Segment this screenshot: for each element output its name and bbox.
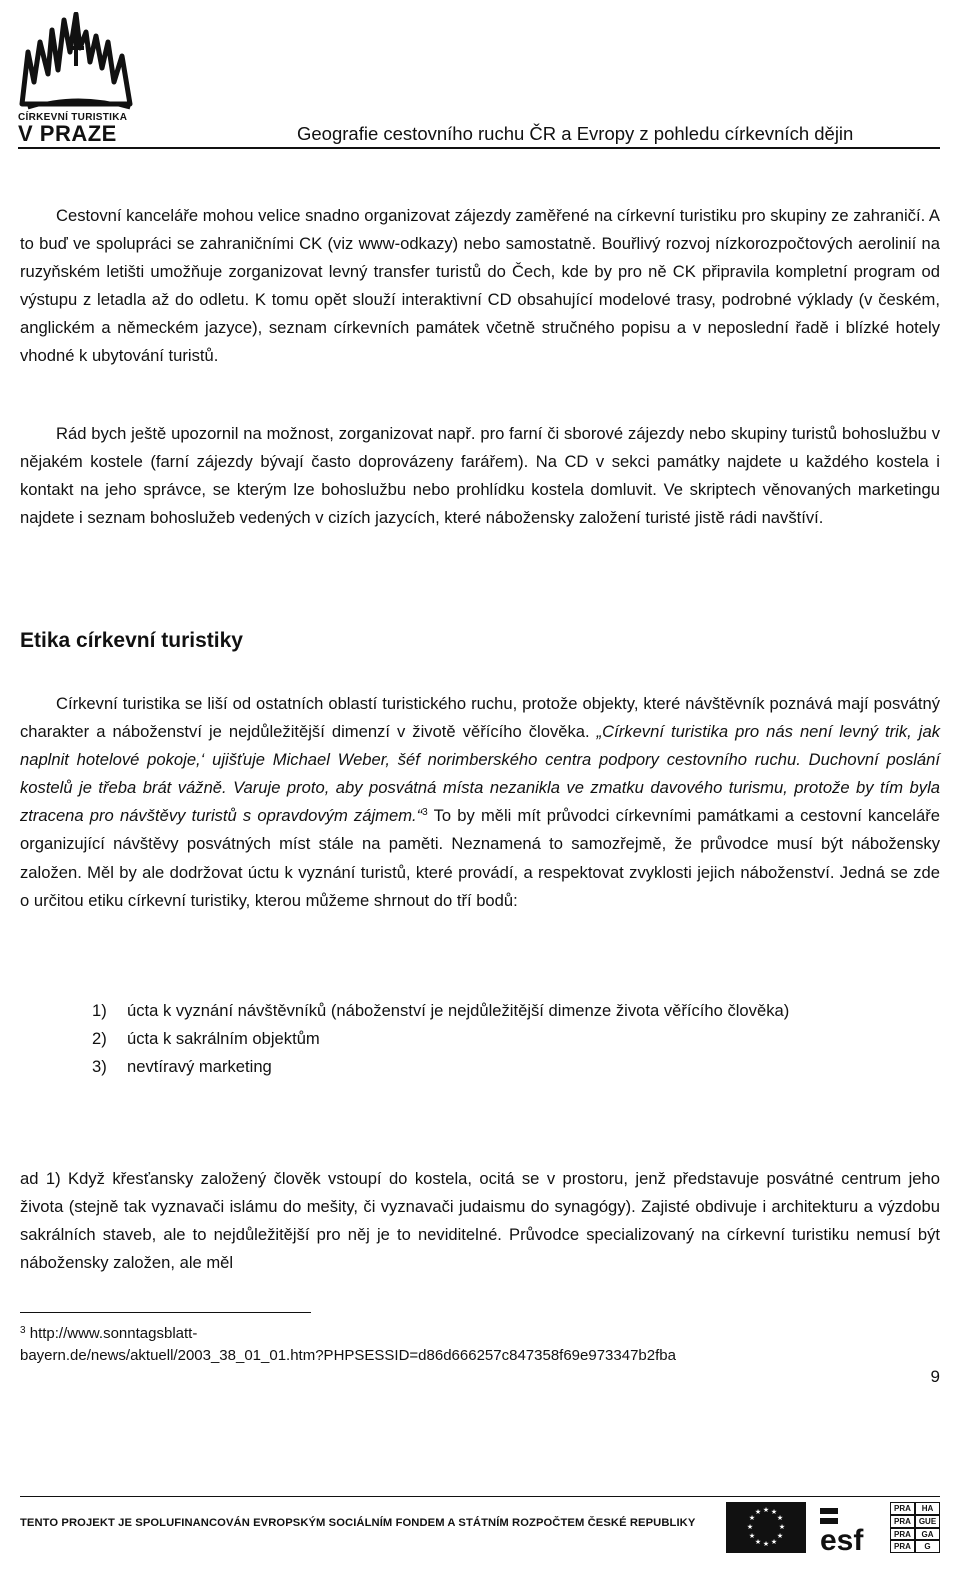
organization-name: V PRAZE [18, 121, 117, 146]
svg-text:★: ★ [754, 1538, 762, 1546]
list-item [92, 997, 892, 1025]
praha-logo-cell: HA [915, 1502, 940, 1515]
footnote-divider [20, 1312, 311, 1313]
ethics-list [92, 997, 892, 1081]
quote-text: „Církevní turistika pro nás není levný trik, jak naplnit hotelové pokoje,‘ ujišťuje Michael Weber, šéf norimberského centra podpory cestovního ruchu. Duchovní poslání kostelů je třeba brát vážně. Varuje proto, aby posvátná místa nezanikla ve zmatku davového turismu, protože by tím byla ztracena pro návštěvy turistů s opravdovým zájmem.“ [20, 722, 940, 826]
header-divider [18, 147, 940, 149]
svg-text:★: ★ [762, 1506, 770, 1514]
praha-logo-cell: PRA [890, 1540, 915, 1553]
paragraph-text: Cestovní kanceláře mohou velice snadno organizovat zájezdy zaměřené na církevní turistiku pro skupiny ze zahraničí. A to buď ve spolupráci se zahraničními CK (viz www-odkazy) nebo samostatně. Bouřlivý rozvoj nízkorozpočtových aerolinií na ruzyňském letišti umožňuje zorganizovat levný transfer turistů do Čech, kde by pro ně CK připravila kompletní program od výstupu z letadla až do odletu. K tomu opět slouží interaktivní CD obsahující modelové trasy, podrobné výklady (v českém, anglickém a německém jazyce), seznam církevních památek včetně stručného popisu a v neposlední řadě i blízké hotely vhodné k ubytování turistů. [20, 206, 940, 366]
svg-text:★: ★ [746, 1523, 754, 1531]
praha-logo-cell: PRA [890, 1502, 915, 1515]
list-item-text: nevtíravý marketing [127, 1057, 272, 1077]
footer-divider [20, 1496, 940, 1497]
section-heading: Etika církevní turistiky [20, 629, 243, 652]
esf-logo-text: esf [820, 1524, 864, 1553]
svg-text:★: ★ [748, 1532, 756, 1540]
esf-logo-icon [818, 1502, 876, 1553]
footnote-link-continued[interactable]: bayern.de/news/aktuell/2003_38_01_01.htm?PHPSESSID=d86d666257c847358f69e973347b2fba [20, 1347, 676, 1364]
praha-logo-cell: GUE [915, 1515, 940, 1528]
paragraph-ad1: ad 1) Když křesťansky založený člověk vstoupí do kostela, ocitá se v prostoru, jenž představuje posvátné centrum jeho života (stejně tak vyznavači islámu do mešity, či vyznavači judaismu do synagógy). Zajisté obdivuje i architekturu a výzdobu sakrálních staveb, ale to nejdůležitější pro něj je to neviditelné. Průvodce specializovaný na církevní turistiku nemusí být nábožensky založen, ale měl [20, 1169, 940, 1273]
list-item [92, 1053, 892, 1081]
list-number: 1) [92, 1001, 107, 1020]
svg-text:★: ★ [754, 1508, 762, 1516]
svg-text:★: ★ [776, 1532, 784, 1540]
paragraph-text: Rád bych ještě upozornil na možnost, zorganizovat např. pro farní či sborové zájezdy nebo skupiny turistů bohoslužbu v nějakém kostele (farní zájezdy bývají často doprovázeny farářem). Na CD v sekci památky najdete u každého kostela i kontakt na jeho správce, se kterým lze bohoslužbu nebo prohlídku kostela domluvit. Ve skriptech věnovaných marketingu najdete i seznam bohoslužeb vedených v cizích jazycích, které nábožensky založení turisté jistě rádi navštíví. [20, 424, 940, 528]
svg-text:★: ★ [776, 1514, 784, 1522]
list-item-text: úcta k sakrálním objektům [127, 1029, 320, 1049]
svg-text:★: ★ [770, 1508, 778, 1516]
list-number: 3) [92, 1057, 107, 1077]
list-item [92, 1025, 892, 1053]
svg-text:★: ★ [748, 1514, 756, 1522]
header-title: Geografie cestovního ruchu ČR a Evropy z pohledu církevních dějin [297, 123, 854, 144]
svg-text:★: ★ [770, 1538, 778, 1546]
praha-logo-cell: PRA [890, 1515, 915, 1528]
list-item-text: úcta k vyznání návštěvníků (náboženství je nejdůležitější dimenze života věřícího člověka) [127, 1001, 790, 1020]
eu-flag-icon [726, 1502, 806, 1553]
organization-subtitle: CÍRKEVNÍ TURISTIKA [18, 112, 128, 123]
praha-logo-cell: PRA [890, 1528, 915, 1541]
paragraph-text: Církevní turistika se liší od ostatních oblastí turistického ruchu, protože objekty, které návštěvník poznává mají posvátný charakter a náboženství je nejdůležitější dimenzí v životě věřícího člověka. [20, 694, 940, 742]
list-number: 2) [92, 1029, 107, 1049]
praha-logo-cell: G [915, 1540, 940, 1553]
paragraph-church-service [20, 420, 940, 532]
paragraph-text: To by měli mít průvodci církevními památkami a cestovní kanceláře organizující návštěvy posvátných míst stále na paměti. Neznamená to samozřejmě, že průvodce musí být nábožensky založen. Měl by ale dodržovat úctu k vyznání turistů, které provádí, a respektovat zvyklosti jejich náboženství. Jedná se zde o určitou etiku církevní turistiky, kterou můžeme shrnout do tří bodů: [20, 806, 940, 910]
paragraph-ethics [20, 690, 940, 915]
svg-text:★: ★ [778, 1523, 786, 1531]
paragraph-travel-agencies [20, 202, 940, 371]
praha-logo-cell: GA [915, 1528, 940, 1541]
page-number: 9 [930, 1367, 940, 1386]
footnote-reference[interactable]: 3 [422, 807, 428, 819]
footer-text: TENTO PROJEKT JE SPOLUFINANCOVÁN EVROPSKÝM SOCIÁLNÍM FONDEM A STÁTNÍM ROZPOČTEM ČESKÉ REPUBLIKY [20, 1517, 696, 1529]
footnote-link[interactable]: http://www.sonntagsblatt- [29, 1325, 198, 1342]
svg-text:★: ★ [762, 1540, 770, 1548]
footnote [20, 1323, 920, 1367]
footnote-number: 3 [20, 1325, 26, 1336]
praha-logo [890, 1502, 940, 1553]
